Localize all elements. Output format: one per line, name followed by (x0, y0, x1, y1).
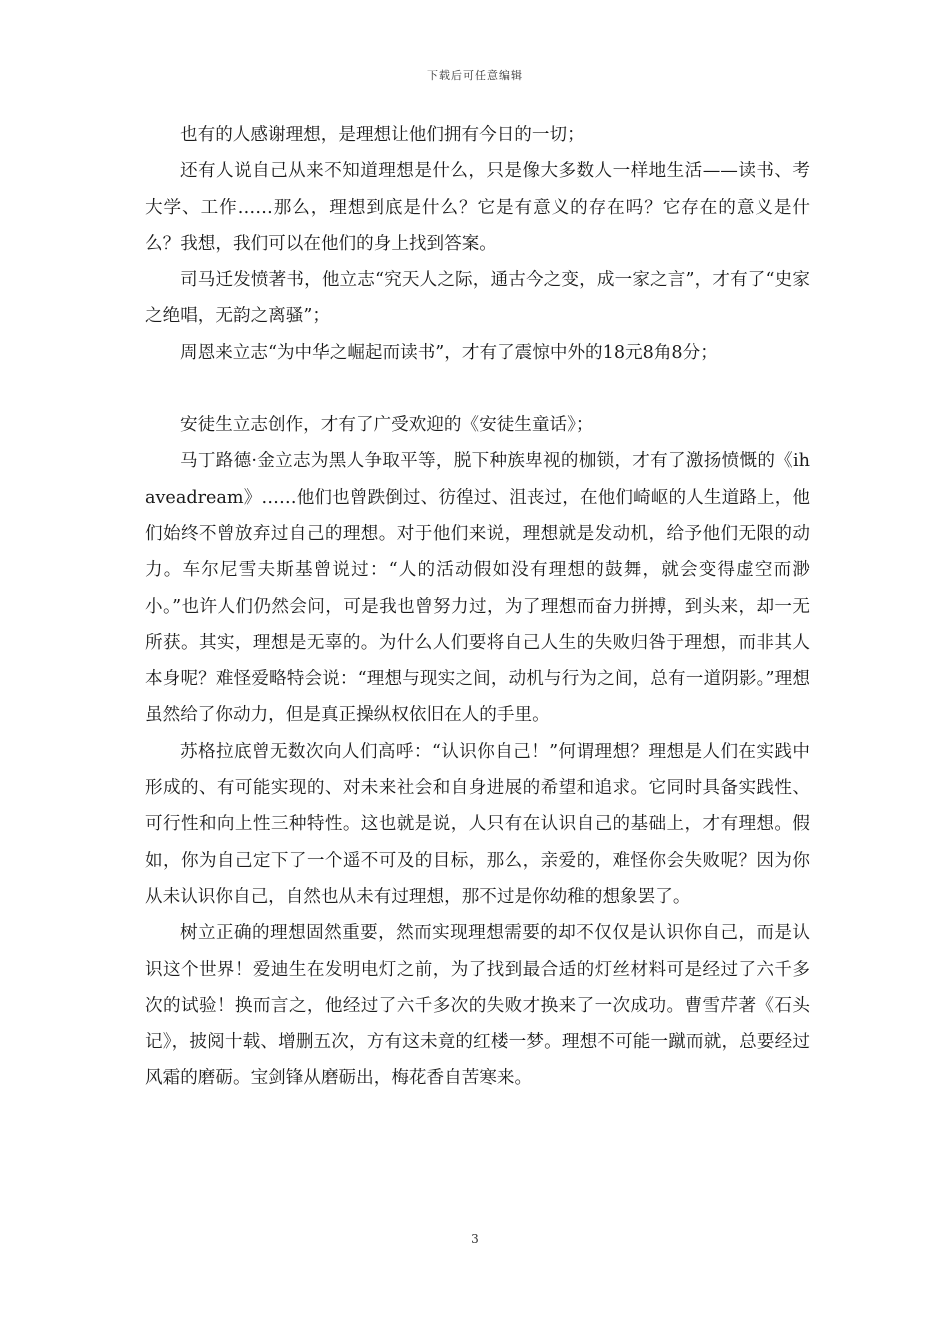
paragraph-8: 树立正确的理想固然重要，然而实现理想需要的却不仅仅是认识你自己，而是认识这个世界！爱迪生在发明电灯之前，为了找到最合适的灯丝材料可是经过了六千多次的试验！换而言之，他经过了六千多次的失败才换来了一次成功。曹雪芹著《石头记》，披阅十载、增删五次，方有这未竟的红楼一梦。理想不可能一蹴而就，总要经过风霜的磨砺。宝剑锋从磨砺出，梅花香自苦寒来。 (145, 923, 810, 1089)
paragraph-7: 苏格拉底曾无数次向人们高呼：“认识你自己！”何谓理想？理想是人们在实践中形成的、有可能实现的、对未来社会和自身进展的希望和追求。它同时具备实践性、可行性和向上性三种特性。这也就是说，人只有在认识自己的基础上，才有理想。假如，你为自己定下了一个遥不可及的目标，那么，亲爱的，难怪你会失败呢？因为你从未认识你自己，自然也从未有过理想，那不过是你幼稚的想象罢了。 (145, 741, 810, 907)
document-body (145, 117, 810, 1097)
page-number: 3 (471, 1232, 479, 1246)
paragraph-6: 马丁路德·金立志为黑人争取平等，脱下种族卑视的枷锁，才有了激扬愤慨的《ihaveadream》……他们也曾跌倒过、彷徨过、沮丧过，在他们崎岖的人生道路上，他们始终不曾放弃过自己的理想。对于他们来说，理想就是发动机，给予他们无限的动力。车尔尼雪夫斯基曾说过：“人的活动假如没有理想的鼓舞，就会变得虚空而渺小。”也许人们仍然会问，可是我也曾努力过，为了理想而奋力拼搏，到头来，却一无所获。其实，理想是无辜的。为什么人们要将自己人生的失败归咎于理想，而非其人本身呢？难怪爱略特会说：“理想与现实之间，动机与行为之间，总有一道阴影。”理想虽然给了你动力，但是真正操纵权依旧在人的手里。 (145, 451, 810, 726)
paragraph-3: 司马迁发愤著书，他立志“究天人之际，通古今之变，成一家之言”，才有了“史家之绝唱，无韵之离骚”； (145, 270, 810, 327)
paragraph-5: 安徒生立志创作，才有了广受欢迎的《安徒生童话》； (180, 415, 594, 436)
page-header: 下载后可任意编辑 (427, 69, 523, 82)
paragraph-2: 还有人说自己从来不知道理想是什么，只是像大多数人一样地生活——读书、考大学、工作……那么，理想到底是什么？它是有意义的存在吗？它存在的意义是什么？我想，我们可以在他们的身上找到答案。 (145, 161, 810, 254)
paragraph-1: 也有的人感谢理想，是理想让他们拥有今日的一切； (180, 125, 585, 145)
paragraph-4: 周恩来立志“为中华之崛起而读书”，才有了震惊中外的18元8角8分； (180, 342, 718, 363)
